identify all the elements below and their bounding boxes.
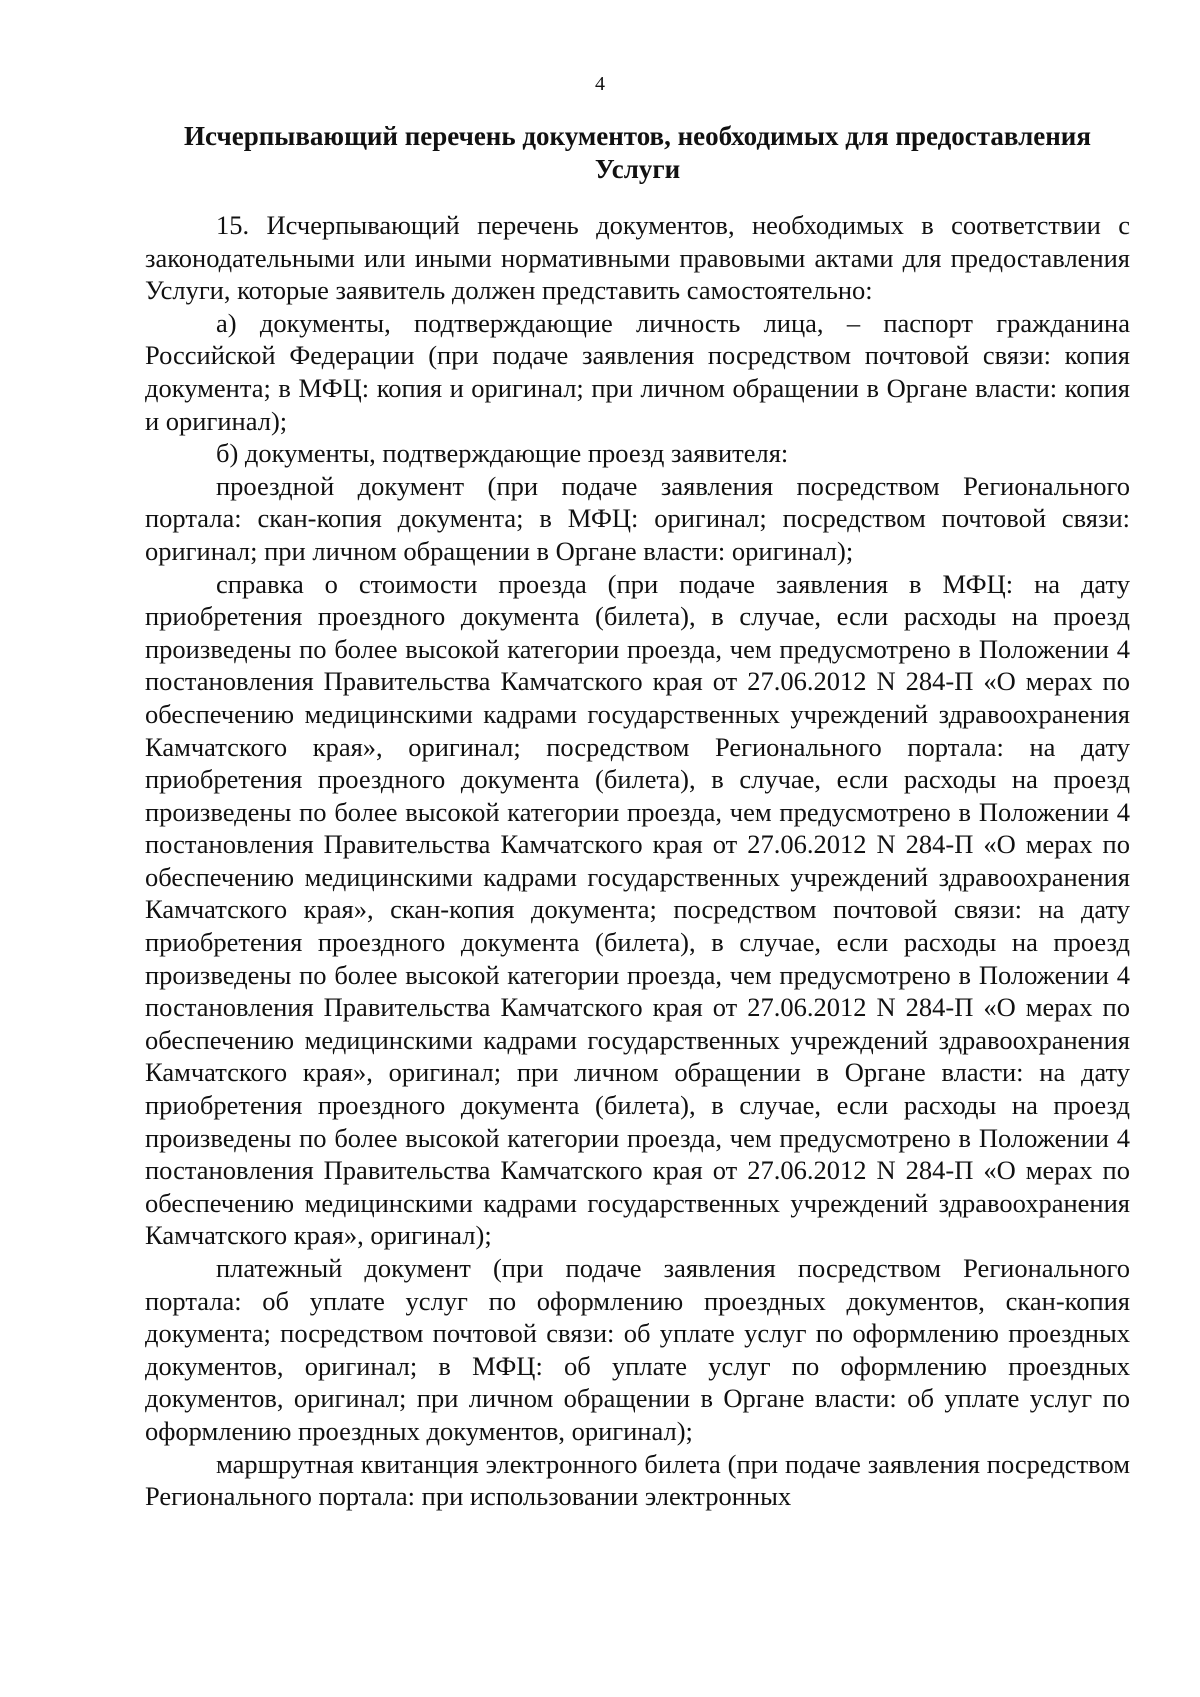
paragraph-item-b: б) документы, подтверждающие проезд заявителя: bbox=[216, 438, 789, 469]
paragraph-fare-certificate: справка о стоимости проезда (при подаче заявления в МФЦ: на дату приобретения проездного документа (билета), в случае, если расходы на проезд произведены по более высокой категории проезда, чем предусмотрено в Положении 4 постановления Правительства Камчатского края от 27.06.2012 N 284-П «О мерах по обеспечению медицинскими кадрами государственных учреждений здравоохранения Камчатского края», оригинал; посредством Регионального портала: на дату приобретения проездного документа (билета), в случае, если расходы на проезд произведены по более высокой категории проезда, чем предусмотрено в Положении 4 постановления Правительства Камчатского края от 27.06.2012 N 284-П «О мерах по обеспечению медицинскими кадрами государственных учреждений здравоохранения Камчатского края», скан-копия документа; посредством почтовой связи: на дату приобретения проездного документа (билета), в случае, если расходы на проезд произведены по более высокой категории проезда, чем предусмотрено в Положении 4 постановления Правительства Камчатского края от 27.06.2012 N 284-П «О мерах по обеспечению медицинскими кадрами государственных учреждений здравоохранения Камчатского края», оригинал; при личном обращении в Органе власти: на дату приобретения проездного документа (билета), в случае, если расходы на проезд произведены по более высокой категории проезда, чем предусмотрено в Положении 4 постановления Правительства Камчатского края от 27.06.2012 N 284-П «О мерах по обеспечению медицинскими кадрами государственных учреждений здравоохранения Камчатского края», оригинал); bbox=[145, 568, 1130, 1251]
section-heading: Исчерпывающий перечень документов, необходимых для предоставления Услуги bbox=[184, 121, 1091, 184]
paragraph-travel-document: проездной документ (при подаче заявления посредством Регионального портала: скан-копия документа; в МФЦ: оригинал; посредством почтовой связи: оригинал; при личном обращении в Органе власти: оригинал); bbox=[145, 470, 1130, 566]
paragraph-item-a: а) документы, подтверждающие личность лица, – паспорт гражданина Российской Федерации (при подаче заявления посредством почтовой связи: копия документа; в МФЦ: копия и оригинал; при личном обращении в Органе власти: копия и оригинал); bbox=[145, 307, 1130, 436]
body-text bbox=[145, 209, 1130, 1513]
paragraph-payment-document: платежный документ (при подаче заявления посредством Регионального портала: об уплате услуг по оформлению проездных документов, скан-копия документа; посредством почтовой связи: об уплате услуг по оформлению проездных документов, оригинал; в МФЦ: об уплате услуг по оформлению проездных документов, оригинал; при личном обращении в Органе власти: об уплате услуг по оформлению проездных документов, оригинал); bbox=[145, 1253, 1130, 1446]
paragraph-e-ticket-receipt: маршрутная квитанция электронного билета (при подаче заявления посредством Регионального портала: при использовании электронных bbox=[145, 1448, 1130, 1512]
paragraph-15-intro: 15. Исчерпывающий перечень документов, необходимых в соответствии с законодательными или иными нормативными правовыми актами для предоставления Услуги, которые заявитель должен представить самостоятельно: bbox=[145, 210, 1130, 306]
page-number: 4 bbox=[595, 73, 605, 95]
